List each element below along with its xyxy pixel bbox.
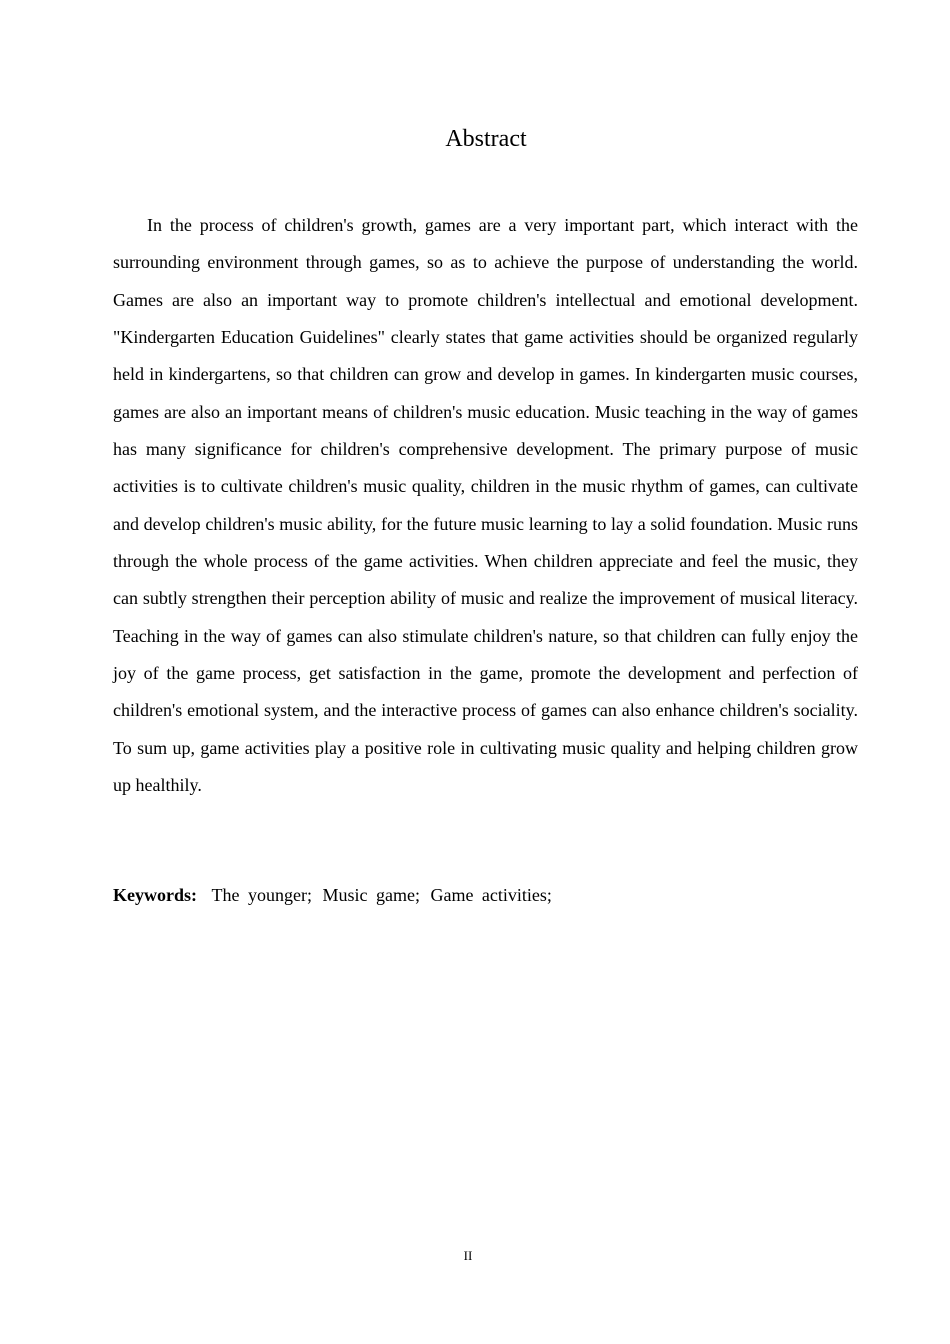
keyword-item: Game activities; xyxy=(430,885,552,905)
abstract-paragraph: In the process of children's growth, games are a very important part, which interact with the surrounding environment through games, so as to achieve the purpose of understanding the world. Games are also an important way to promote children's intellectual and emotional development. "Kindergarten Education Guidelines" clearly states that game activities should be organized regularly held in kindergartens, so that children can grow and develop in games. In kindergarten music courses, games are also an important means of children's music education. Music teaching in the way of games has many significance for children's comprehensive development. The primary purpose of music activities is to cultivate children's music quality, children in the music rhythm of games, can cultivate and develop children's music ability, for the future music learning to lay a solid foundation. Music runs through the whole process of the game activities. When children appreciate and feel the music, they can subtly strengthen their perception ability of music and realize the improvement of musical literacy. Teaching in the way of games can also stimulate children's nature, so that children can fully enjoy the joy of the game process, get satisfaction in the game, promote the development and perfection of children's emotional system, and the interactive process of games can also enhance children's sociality. To sum up, game activities play a positive role in cultivating music quality and helping children grow up healthily. xyxy=(113,215,858,796)
keyword-item: The younger; xyxy=(211,885,312,905)
keyword-item: Music game; xyxy=(322,885,420,905)
keywords-label: Keywords: xyxy=(113,885,197,905)
page-title: Abstract xyxy=(445,126,527,152)
keywords-line xyxy=(113,877,858,914)
page-number: II xyxy=(463,1248,473,1263)
